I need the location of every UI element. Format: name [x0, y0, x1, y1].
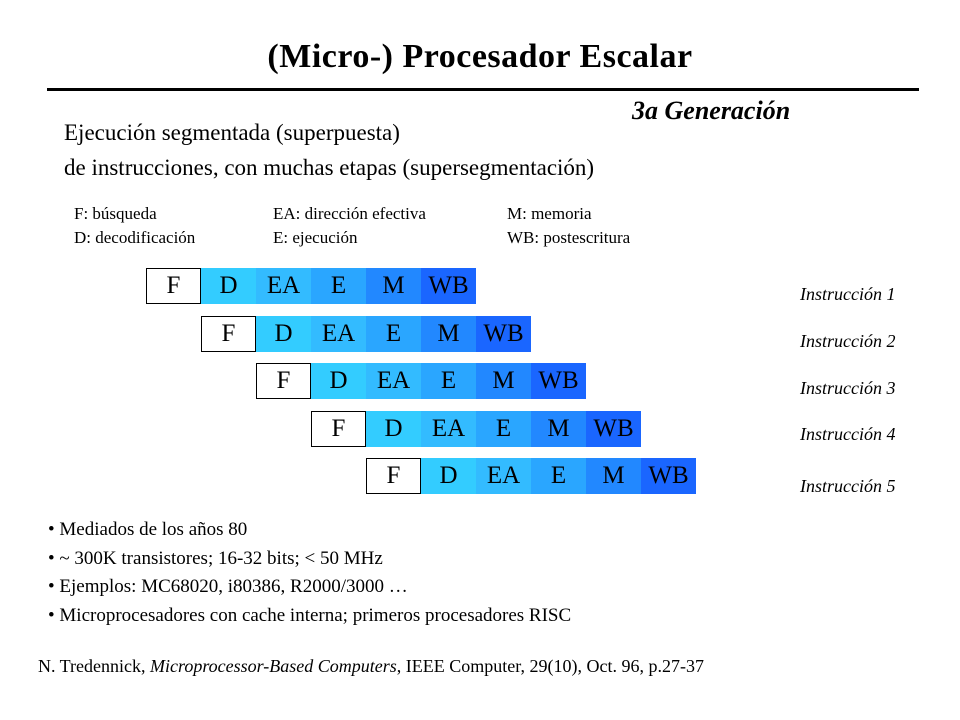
stage-m: M	[531, 411, 586, 447]
legend-memory: M: memoria	[507, 204, 592, 223]
stage-ea: EA	[421, 411, 476, 447]
bullet-item: • Microprocesadores con cache interna; primeros procesadores RISC	[48, 604, 572, 626]
stage-ea: EA	[256, 268, 311, 304]
stage-m: M	[366, 268, 421, 304]
stage-f: F	[256, 363, 311, 399]
stage-d: D	[311, 363, 366, 399]
subtitle: 3a Generación	[632, 96, 791, 125]
stage-wb: WB	[641, 458, 696, 494]
pipeline-row	[311, 411, 641, 447]
reference-author: N. Tredennick,	[38, 656, 150, 676]
reference-details: , IEEE Computer, 29(10), Oct. 96, p.27-37	[396, 656, 705, 676]
legend-execute: E: ejecución	[273, 228, 358, 247]
stage-ea: EA	[476, 458, 531, 494]
stage-m: M	[421, 316, 476, 352]
stage-wb: WB	[476, 316, 531, 352]
stage-ea: EA	[366, 363, 421, 399]
stage-e: E	[311, 268, 366, 304]
bullet-item: • ~ 300K transistores; 16-32 bits; < 50 MHz	[48, 547, 383, 569]
reference-citation	[38, 656, 704, 677]
page-title: (Micro-) Procesador Escalar	[267, 38, 693, 75]
stage-f: F	[201, 316, 256, 352]
legend-decode: D: decodificación	[74, 228, 196, 247]
pipeline-row	[366, 458, 696, 494]
instruction-label: Instrucción 5	[800, 476, 896, 496]
bullet-item: • Mediados de los años 80	[48, 519, 248, 540]
stage-wb: WB	[586, 411, 641, 447]
stage-d: D	[201, 268, 256, 304]
instruction-label: Instrucción 2	[800, 331, 896, 351]
stage-e: E	[476, 411, 531, 447]
instruction-label: Instrucción 3	[800, 378, 896, 398]
stage-ea: EA	[311, 316, 366, 352]
stage-wb: WB	[421, 268, 476, 304]
pipeline-row	[146, 268, 476, 304]
bullet-list	[48, 516, 571, 630]
stage-d: D	[421, 458, 476, 494]
stage-f: F	[146, 268, 201, 304]
stage-d: D	[366, 411, 421, 447]
instruction-label: Instrucción 1	[800, 284, 896, 304]
stage-m: M	[586, 458, 641, 494]
stage-e: E	[366, 316, 421, 352]
stage-f: F	[311, 411, 366, 447]
stage-f: F	[366, 458, 421, 494]
reference-work: Microprocessor-Based Computers	[150, 656, 397, 676]
intro-line-1: Ejecución segmentada (superpuesta)	[64, 120, 400, 145]
intro-line-2: de instrucciones, con muchas etapas (supersegmentación)	[64, 155, 595, 180]
stage-m: M	[476, 363, 531, 399]
legend-effective-address: EA: dirección efectiva	[273, 204, 426, 223]
stage-e: E	[531, 458, 586, 494]
pipeline-row	[201, 316, 531, 352]
stage-wb: WB	[531, 363, 586, 399]
legend-writeback: WB: postescritura	[507, 228, 631, 247]
instruction-label: Instrucción 4	[800, 424, 896, 444]
stage-d: D	[256, 316, 311, 352]
legend-fetch: F: búsqueda	[74, 204, 157, 223]
stage-e: E	[421, 363, 476, 399]
pipeline-row	[256, 363, 586, 399]
title-underline	[47, 88, 919, 91]
bullet-item: • Ejemplos: MC68020, i80386, R2000/3000 …	[48, 576, 408, 597]
